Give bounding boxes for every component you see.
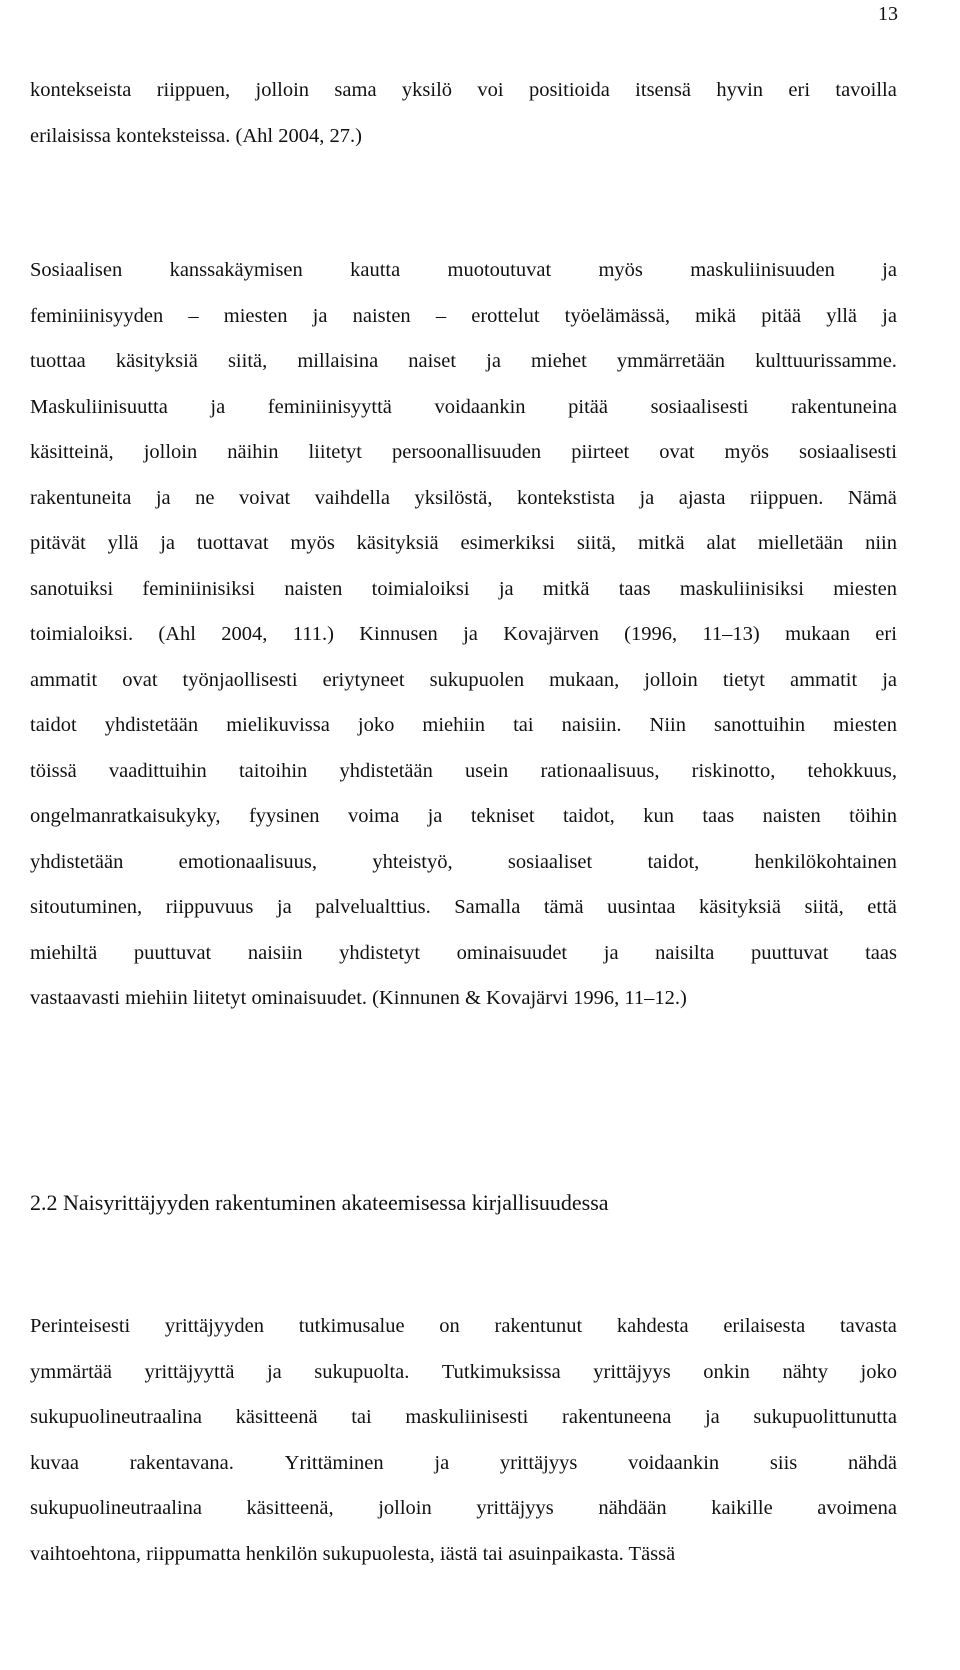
text-line: pitävät yllä ja tuottavat myös käsityksiä esimerkiksi siitä, mitkä alat mielletään niin — [30, 532, 897, 554]
text-line: käsitteinä, jolloin näihin liitetyt persoonallisuuden piirteet ovat myös sosiaalisesti — [30, 441, 897, 463]
text-line: rakentuneita ja ne voivat vaihdella yksilöstä, kontekstista ja ajasta riippuen. Nämä — [30, 486, 897, 509]
text-line: vastaavasti miehiin liitetyt ominaisuudet. (Kinnunen & Kovajärvi 1996, 11–12.) — [30, 987, 687, 1009]
text-line: ymmärtää yrittäjyyttä ja sukupuolta. Tutkimuksissa yrittäjyys onkin nähty joko — [30, 1360, 897, 1383]
text-line: sitoutuminen, riippuvuus ja palvelualttius. Samalla tämä uusintaa käsityksiä siitä, että — [30, 896, 897, 918]
text-line: taidot yhdistetään mielikuvissa joko miehiin tai naisiin. Niin sanottuihin miesten — [30, 714, 897, 736]
text-line: feminiinisyyden – miesten ja naisten – erottelut työelämässä, mikä pitää yllä ja — [30, 304, 897, 327]
text-line: ammatit ovat työnjaollisesti eriytyneet sukupuolen mukaan, jolloin tietyt ammatit ja — [30, 668, 897, 691]
text-line: sukupuolineutraalina käsitteenä, jolloin yrittäjyys nähdään kaikille avoimena — [30, 1497, 897, 1519]
text-line: yhdistetään emotionaalisuus, yhteistyö, sosiaaliset taidot, henkilökohtainen — [30, 850, 897, 873]
text-line: töissä vaadittuihin taitoihin yhdistetään usein rationaalisuus, riskinotto, tehokkuus, — [30, 759, 897, 782]
paragraph-gender-roles — [30, 248, 897, 1022]
section-heading: 2.2 Naisyrittäjyyden rakentuminen akateemisessa kirjallisuudessa — [30, 1190, 609, 1215]
text-line: sukupuolineutraalina käsitteenä tai maskuliinisesti rakentuneena ja sukupuolittunutta — [30, 1406, 897, 1428]
text-line: Perinteisesti yrittäjyyden tutkimusalue on rakentunut kahdesta erilaisesta tavasta — [30, 1315, 897, 1337]
text-line: vaihtoehtona, riippumatta henkilön sukupuolesta, iästä tai asuinpaikasta. Tässä — [30, 1542, 676, 1565]
text-line: Maskuliinisuutta ja feminiinisyyttä voidaankin pitää sosiaalisesti rakentuneina — [30, 395, 897, 418]
text-line: sanotuiksi feminiinisiksi naisten toimialoiksi ja mitkä taas maskuliinisiksi miesten — [30, 577, 897, 600]
text-line: miehiltä puuttuvat naisiin yhdistetyt ominaisuudet ja naisilta puuttuvat taas — [30, 941, 897, 964]
text-line: kontekseista riippuen, jolloin sama yksilö voi positioida itsensä hyvin eri tavoilla — [30, 79, 897, 101]
text-line: ongelmanratkaisukyky, fyysinen voima ja tekniset taidot, kun taas naisten töihin — [30, 805, 897, 827]
text-line: Sosiaalisen kanssakäymisen kautta muotoutuvat myös maskuliinisuuden ja — [30, 259, 897, 281]
text-line: toimialoiksi. (Ahl 2004, 111.) Kinnusen ja Kovajärven (1996, 11–13) mukaan eri — [30, 623, 897, 645]
text-line: tuottaa käsityksiä siitä, millaisina naiset ja miehet ymmärretään kulttuurissamme. — [30, 350, 897, 372]
text-line: kuvaa rakentavana. Yrittäminen ja yrittäjyys voidaankin siis nähdä — [30, 1451, 897, 1474]
text-line: erilaisissa konteksteissa. (Ahl 2004, 27.) — [30, 124, 362, 147]
paragraph-entrepreneurship — [30, 1304, 897, 1577]
page-number: 13 — [878, 3, 898, 25]
paragraph-continuation — [30, 68, 897, 159]
